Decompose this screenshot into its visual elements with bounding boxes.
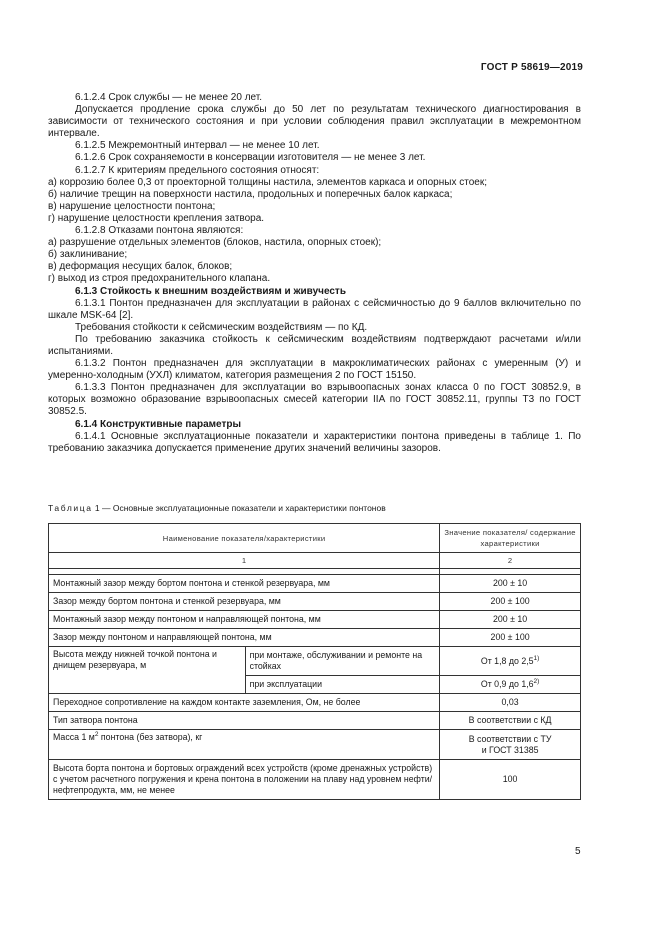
row-value: 200 ± 10 bbox=[440, 611, 581, 629]
row-name: Переходное сопротивление на каждом контакте заземления, Ом, не более bbox=[49, 694, 440, 712]
body-text bbox=[48, 92, 581, 455]
paragraph: 6.1.3.1 Понтон предназначен для эксплуатации в районах с сейсмичностью до 9 баллов включительно по шкале MSK-64 [2]. bbox=[48, 297, 581, 321]
page-number: 5 bbox=[575, 846, 581, 857]
column-number: 2 bbox=[440, 553, 581, 569]
row-value: 100 bbox=[440, 760, 581, 800]
footnote-marker: 2) bbox=[533, 678, 540, 686]
list-item: в) деформация несущих балок, блоков; bbox=[48, 261, 233, 273]
list-item: а) разрушение отдельных элементов (блоков, настила, опорных стоек); bbox=[48, 237, 382, 249]
row-name: Тип затвора понтона bbox=[49, 712, 440, 730]
paragraph: 6.1.2.6 Срок сохраняемости в консервации изготовителя — не менее 3 лет. bbox=[75, 152, 426, 164]
value-text: От 1,8 до 2,5 bbox=[480, 655, 534, 666]
table-row bbox=[49, 575, 581, 593]
paragraph: 6.1.2.8 Отказами понтона являются: bbox=[75, 225, 244, 237]
parameters-table bbox=[48, 523, 581, 800]
section-heading: 6.1.4 Конструктивные параметры bbox=[75, 418, 242, 430]
paragraph: 6.1.2.7 К критериям предельного состояния относят: bbox=[75, 164, 320, 176]
row-sub-label: при эксплуатации bbox=[245, 676, 440, 694]
column-header-value: Значение показателя/ содержание характеристики bbox=[440, 524, 581, 553]
row-name: Зазор между понтоном и направляющей понтона, мм bbox=[49, 629, 440, 647]
list-item: в) нарушение целостности понтона; bbox=[48, 200, 216, 212]
paragraph: 6.1.3.3 Понтон предназначен для эксплуатации во взрывоопасных зонах класса 0 по ГОСТ 30852.9, в которых возможно образование взрывоопасных смесей категории IIA по ГОСТ 30852.11, группы Т3 по ГОСТ 30852.5. bbox=[48, 382, 581, 418]
list-item: г) нарушение целостности крепления затвора. bbox=[48, 212, 265, 224]
table-header-row bbox=[49, 524, 581, 553]
table-row bbox=[49, 629, 581, 647]
row-value: 200 ± 100 bbox=[440, 629, 581, 647]
row-name: Масса 1 $м^2$ понтона (без затвора), кг bbox=[49, 730, 440, 760]
row-value: В соответствии с ТУ и ГОСТ 31385 bbox=[440, 730, 581, 760]
table-caption-text: 1 — Основные эксплуатационные показатели и характеристики понтонов bbox=[92, 503, 386, 513]
section-heading: 6.1.3 Стойкость к внешним воздействиям и живучесть bbox=[75, 285, 346, 297]
column-number: 1 bbox=[49, 553, 440, 569]
standard-header: ГОСТ Р 58619—2019 bbox=[480, 62, 583, 73]
row-name: Высота между нижней точкой понтона и днищем резервуара, м bbox=[49, 647, 246, 694]
list-item: а) коррозию более 0,3 от проекторной толщины настила, элементов каркаса и опорных стоек; bbox=[48, 176, 487, 188]
row-value bbox=[440, 647, 581, 676]
row-value: 200 ± 10 bbox=[440, 575, 581, 593]
superscript: 2 bbox=[94, 731, 99, 739]
table-row bbox=[49, 593, 581, 611]
table-row bbox=[49, 611, 581, 629]
paragraph: Допускается продление срока службы до 50 лет по результатам технического диагностирования в зависимости от технического состояния и при условии соблюдения правил эксплуатации в межремонтном интервале. bbox=[48, 104, 581, 140]
table-row bbox=[49, 712, 581, 730]
paragraph: Требования стойкости к сейсмическим воздействиям — по КД. bbox=[75, 321, 368, 333]
table-row bbox=[49, 647, 581, 676]
row-value: 0,03 bbox=[440, 694, 581, 712]
row-name: Высота борта понтона и бортовых ограждений всех устройств (кроме дренажных устройств) с учетом расчетного погружения и крена понтона в положении на плаву над уровнем нефти/нефтепродукта, мм, не менее bbox=[49, 760, 440, 800]
list-item: б) заклинивание; bbox=[48, 249, 128, 261]
row-value: 200 ± 100 bbox=[440, 593, 581, 611]
row-name: Монтажный зазор между бортом понтона и стенкой резервуара, мм bbox=[49, 575, 440, 593]
table-row bbox=[49, 730, 581, 760]
paragraph: 6.1.2.5 Межремонтный интервал — не менее 10 лет. bbox=[75, 140, 320, 152]
paragraph: По требованию заказчика стойкость к сейсмическим воздействиям подтверждают расчетами и/или испытаниями. bbox=[48, 333, 581, 357]
table-row bbox=[49, 694, 581, 712]
list-item: г) выход из строя предохранительного клапана. bbox=[48, 273, 271, 285]
list-item: б) наличие трещин на поверхности настила, продольных и поперечных балок каркаса; bbox=[48, 188, 453, 200]
table-row bbox=[49, 760, 581, 800]
row-value bbox=[440, 676, 581, 694]
table-caption-word: Таблица bbox=[48, 503, 93, 513]
footnote-marker: 1) bbox=[533, 654, 540, 662]
row-name: Монтажный зазор между понтоном и направляющей понтона, мм bbox=[49, 611, 440, 629]
table-column-number-row bbox=[49, 553, 581, 569]
table-caption bbox=[48, 503, 386, 513]
column-header-name: Наименование показателя/характеристики bbox=[49, 524, 440, 553]
paragraph: 6.1.2.4 Срок службы — не менее 20 лет. bbox=[75, 92, 263, 103]
paragraph: 6.1.4.1 Основные эксплуатационные показатели и характеристики понтона приведены в таблице 1. По требованию заказчика допускается применение других значений величины зазоров. bbox=[48, 430, 581, 454]
paragraph: 6.1.3.2 Понтон предназначен для эксплуатации в макроклиматических районах с умеренным (У) и умеренно-холодным (УХЛ) климатом, категория размещения 2 по ГОСТ 15150. bbox=[48, 358, 581, 382]
row-value: В соответствии с КД bbox=[440, 712, 581, 730]
row-sub-label: при монтаже, обслуживании и ремонте на стойках bbox=[245, 647, 440, 676]
value-text: От 0,9 до 1,6 bbox=[480, 679, 534, 689]
row-name: Зазор между бортом понтона и стенкой резервуара, мм bbox=[49, 593, 440, 611]
